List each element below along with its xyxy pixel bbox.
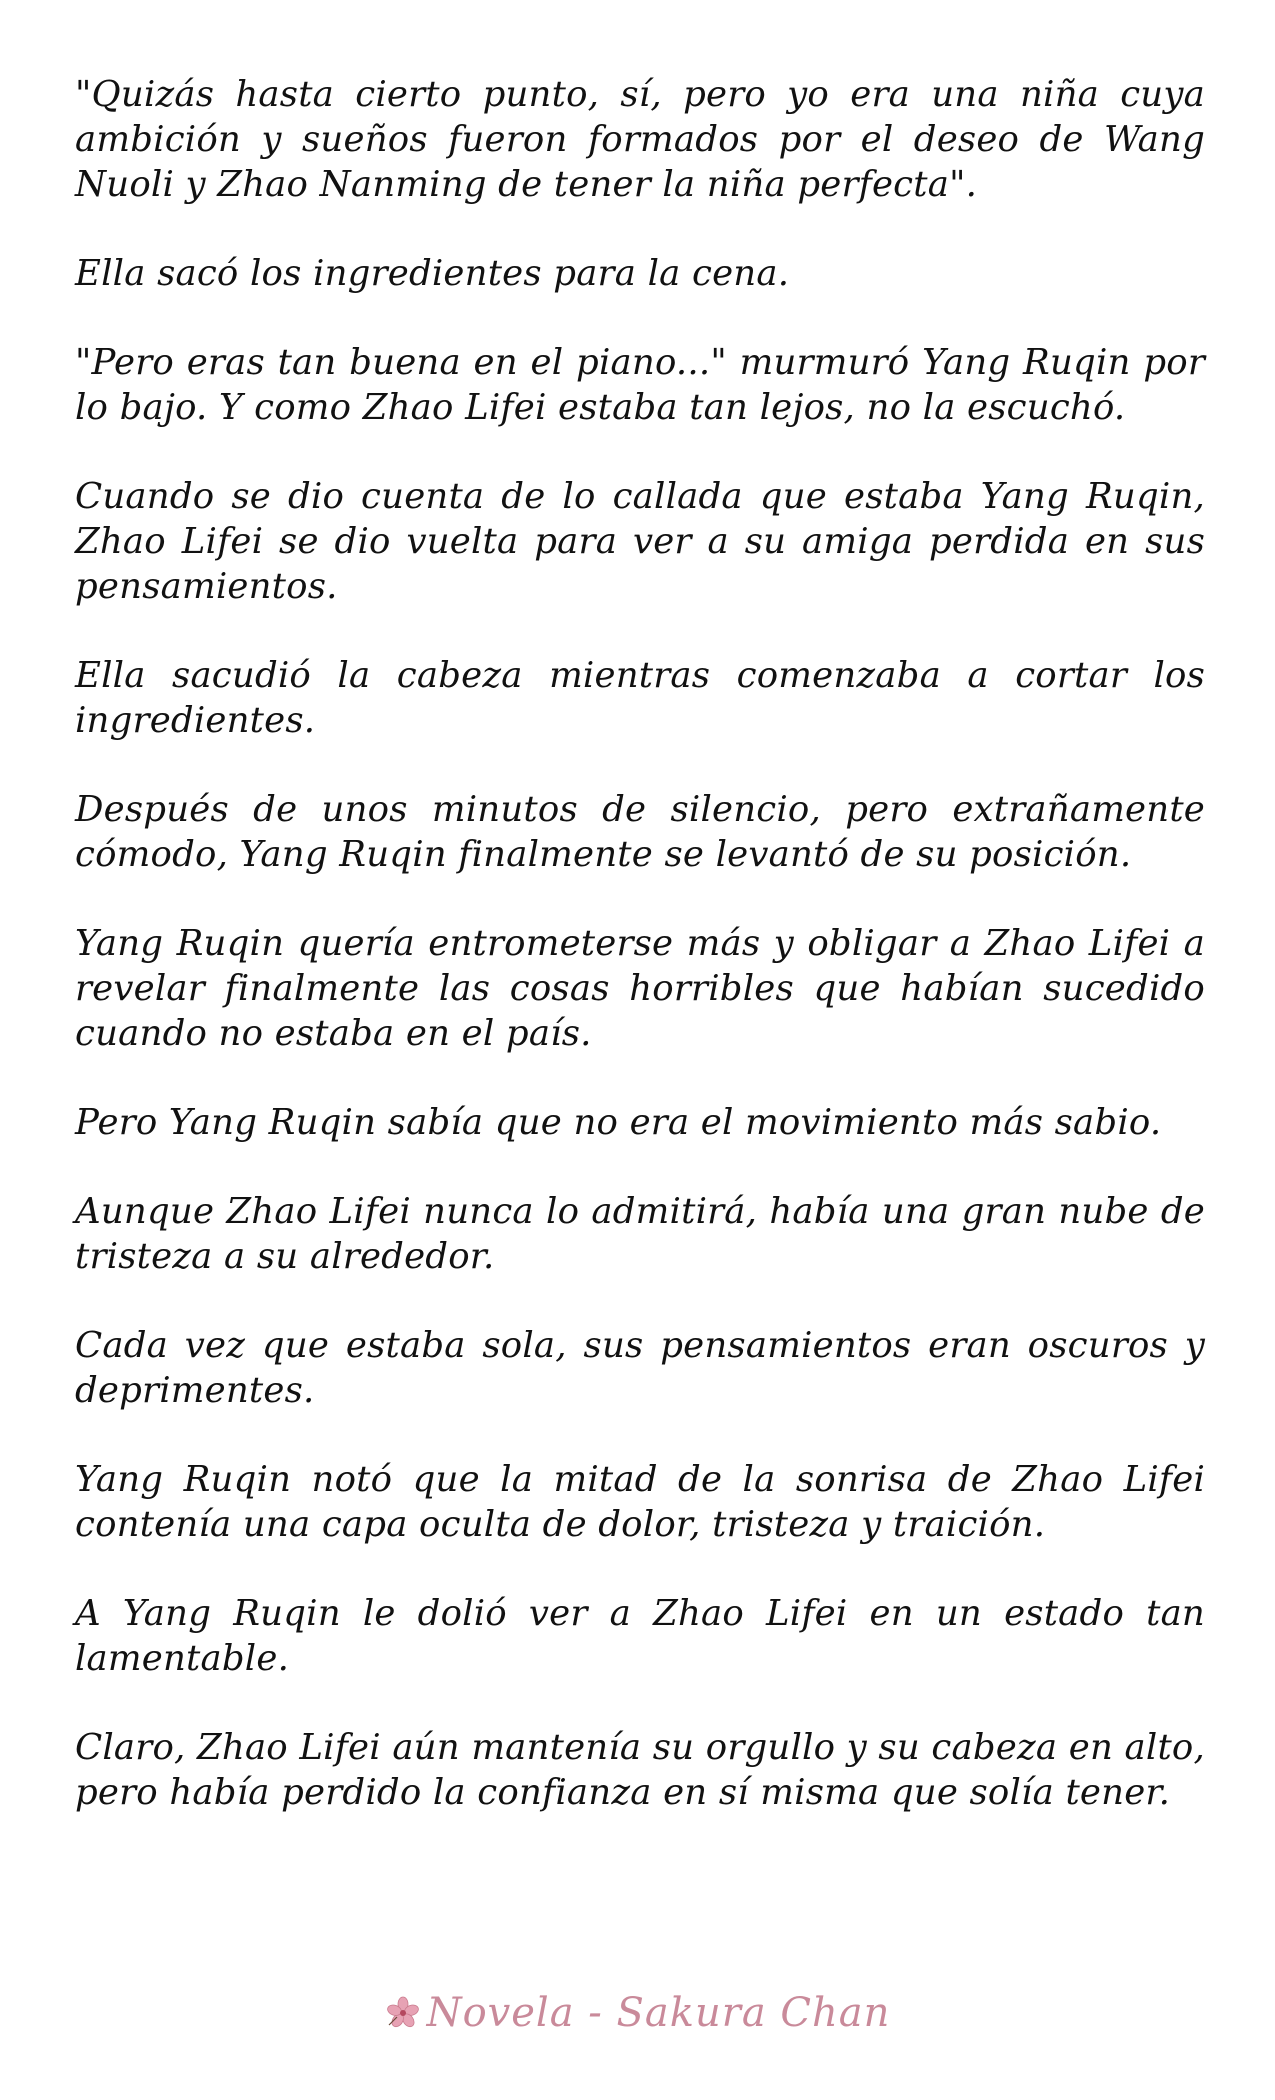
paragraph-2: Ella sacó los ingredientes para la cena. — [75, 253, 790, 294]
sakura-flower-icon — [385, 1995, 421, 2031]
text-column — [75, 72, 1205, 1859]
paragraph-4: Cuando se dio cuenta de lo callada que estaba Yang Ruqin, Zhao Lifei se dio vuelta para ver a su amiga perdida en sus pensamientos. — [75, 476, 1205, 607]
paragraph-12: A Yang Ruqin le dolió ver a Zhao Lifei en un estado tan lamentable. — [75, 1593, 1205, 1679]
paragraph-7: Yang Ruqin quería entrometerse más y obligar a Zhao Lifei a revelar finalmente las cosas horribles que habían sucedido cuando no estaba en el país. — [75, 923, 1205, 1054]
watermark-text: Novela - Sakura Chan — [426, 1990, 891, 2036]
paragraph-1: "Quizás hasta cierto punto, sí, pero yo era una niña cuya ambición y sueños fueron formados por el deseo de Wang Nuoli y Zhao Nanming de tener la niña perfecta". — [75, 74, 1205, 205]
paragraph-3: "Pero eras tan buena en el piano..." murmuró Yang Ruqin por lo bajo. Y como Zhao Lifei estaba tan lejos, no la escuchó. — [75, 342, 1205, 428]
paragraph-10: Cada vez que estaba sola, sus pensamientos eran oscuros y deprimentes. — [75, 1325, 1205, 1411]
paragraph-13: Claro, Zhao Lifei aún mantenía su orgullo y su cabeza en alto, pero había perdido la confianza en sí misma que solía tener. — [75, 1727, 1205, 1813]
paragraph-9: Aunque Zhao Lifei nunca lo admitirá, había una gran nube de tristeza a su alrededor. — [75, 1191, 1205, 1277]
paragraph-6: Después de unos minutos de silencio, pero extrañamente cómodo, Yang Ruqin finalmente se levantó de su posición. — [75, 789, 1205, 875]
paragraph-5: Ella sacudió la cabeza mientras comenzaba a cortar los ingredientes. — [75, 655, 1205, 741]
watermark — [0, 1983, 1275, 2043]
paragraph-8: Pero Yang Ruqin sabía que no era el movimiento más sabio. — [75, 1102, 1162, 1143]
paragraph-11: Yang Ruqin notó que la mitad de la sonrisa de Zhao Lifei contenía una capa oculta de dolor, tristeza y traición. — [75, 1459, 1205, 1545]
